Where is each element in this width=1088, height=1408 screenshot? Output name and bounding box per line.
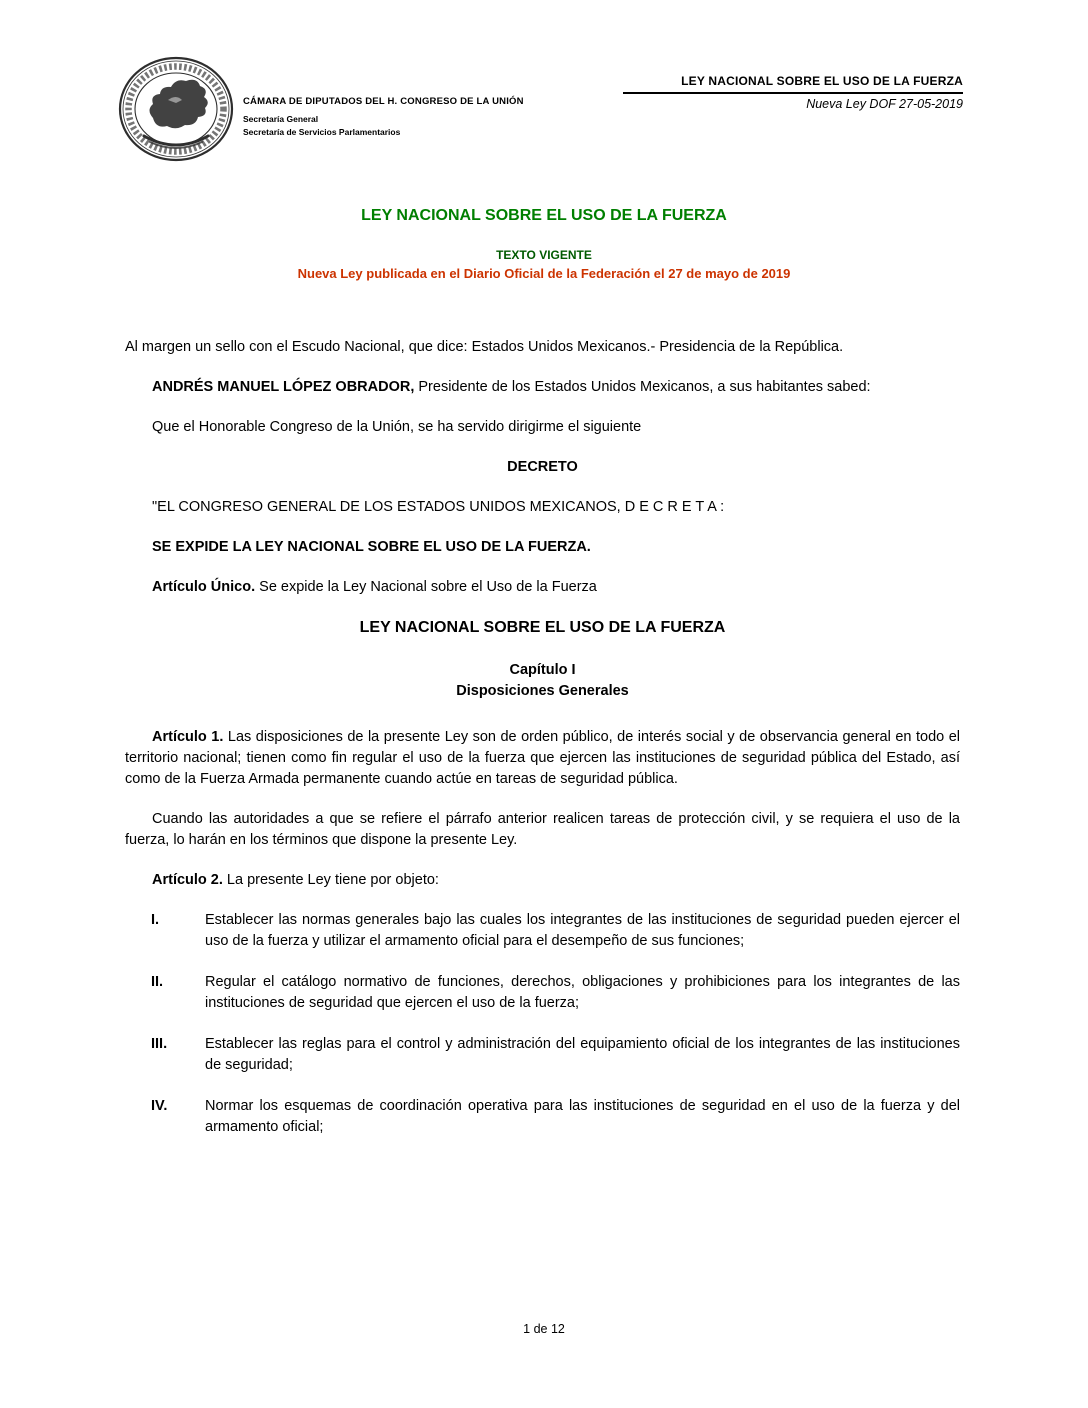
articulo-unico-rest: Se expide la Ley Nacional sobre el Uso de la Fuerza [255, 579, 597, 595]
articulo-2-label: Artículo 2. [152, 872, 223, 888]
list-numeral: II. [151, 974, 164, 990]
list-text: Normar los esquemas de coordinación operativa para las instituciones de seguridad en el uso de la fuerza y del armamento oficial; [205, 1098, 960, 1135]
list-text: Regular el catálogo normativo de funciones, derechos, obligaciones y prohibiciones para los integrantes de las instituciones de seguridad que ejercen el uso de la fuerza; [205, 974, 960, 1011]
header-law-date: Nueva Ley DOF 27-05-2019 [806, 97, 963, 111]
title-block [0, 207, 1088, 281]
expide-text: SE EXPIDE LA LEY NACIONAL SOBRE EL USO DE LA FUERZA. [152, 539, 591, 555]
chapter-number: Capítulo I [509, 662, 576, 678]
document-header [0, 0, 1088, 160]
header-law-reference [623, 74, 963, 111]
articulo-1-rest: Las disposiciones de la presente Ley son de orden público, de interés social y de observancia general en todo el territorio nacional; tienen como fin regular el uso de la fuerza que ejercen las instituciones de seguridad pública del Estado, así como de la Fuerza Armada permanente cuando actúe en tareas de seguridad pública. [125, 729, 960, 787]
law-title-center: LEY NACIONAL SOBRE EL USO DE LA FUERZA [359, 619, 726, 636]
document-body [0, 281, 1088, 1138]
list-text: Establecer las reglas para el control y administración del equipamiento oficial de los integrantes de las instituciones de seguridad; [205, 1036, 960, 1073]
paragraph-decreta: "EL CONGRESO GENERAL DE LOS ESTADOS UNIDOS MEXICANOS, D E C R E T A : [152, 499, 725, 515]
list-item [125, 1096, 960, 1138]
list-item [125, 910, 960, 952]
list-numeral: IV. [151, 1098, 168, 1114]
chamber-info [243, 96, 524, 139]
list-numeral: III. [151, 1036, 168, 1052]
publication-note: Nueva Ley publicada en el Diario Oficial de la Federación el 27 de mayo de 2019 [297, 266, 791, 281]
secretaria-general: Secretaría General [243, 114, 319, 124]
header-law-title: LEY NACIONAL SOBRE EL USO DE LA FUERZA [623, 74, 963, 94]
law-main-title: LEY NACIONAL SOBRE EL USO DE LA FUERZA [361, 207, 727, 224]
paragraph-presidente [125, 377, 960, 398]
list-item [125, 1034, 960, 1076]
chapter-subtitle: Disposiciones Generales [456, 683, 629, 699]
page-number: 1 de 12 [523, 1322, 565, 1336]
list-text: Establecer las normas generales bajo las cuales los integrantes de las instituciones de seguridad pueden ejercer el uso de la fuerza y utilizar el armamento oficial para el desempeño de sus funciones; [205, 912, 960, 949]
chamber-name: CÁMARA DE DIPUTADOS DEL H. CONGRESO DE LA UNIÓN [243, 96, 524, 107]
decreto-heading: DECRETO [507, 459, 578, 475]
articulo-1-label: Artículo 1. [152, 729, 224, 745]
paragraph-articulo-unico [125, 577, 960, 598]
articulo-unico-label: Artículo Único. [152, 579, 256, 595]
paragraph-articulo-2 [125, 870, 960, 891]
chapter-heading [125, 660, 960, 702]
paragraph-expide [125, 537, 960, 558]
paragraph-congreso: Que el Honorable Congreso de la Unión, se ha servido dirigirme el siguiente [152, 419, 642, 435]
escudo-nacional-icon [116, 56, 236, 162]
presidente-name: ANDRÉS MANUEL LÓPEZ OBRADOR, [152, 379, 415, 395]
articulo-2-rest: La presente Ley tiene por objeto: [222, 872, 439, 888]
secretaria-servicios: Secretaría de Servicios Parlamentarios [243, 127, 401, 137]
paragraph-proteccion-civil: Cuando las autoridades a que se refiere el párrafo anterior realicen tareas de protección civil, y se requiera el uso de la fuerza, lo harán en los términos que dispone la presente Ley. [125, 811, 960, 848]
texto-vigente-label: TEXTO VIGENTE [496, 248, 592, 262]
list-numeral: I. [151, 912, 160, 928]
paragraph-al-margen: Al margen un sello con el Escudo Nacional, que dice: Estados Unidos Mexicanos.- Presidencia de la República. [125, 339, 844, 355]
list-item [125, 972, 960, 1014]
presidente-rest: Presidente de los Estados Unidos Mexicanos, a sus habitantes sabed: [414, 379, 871, 395]
paragraph-articulo-1 [125, 727, 960, 790]
